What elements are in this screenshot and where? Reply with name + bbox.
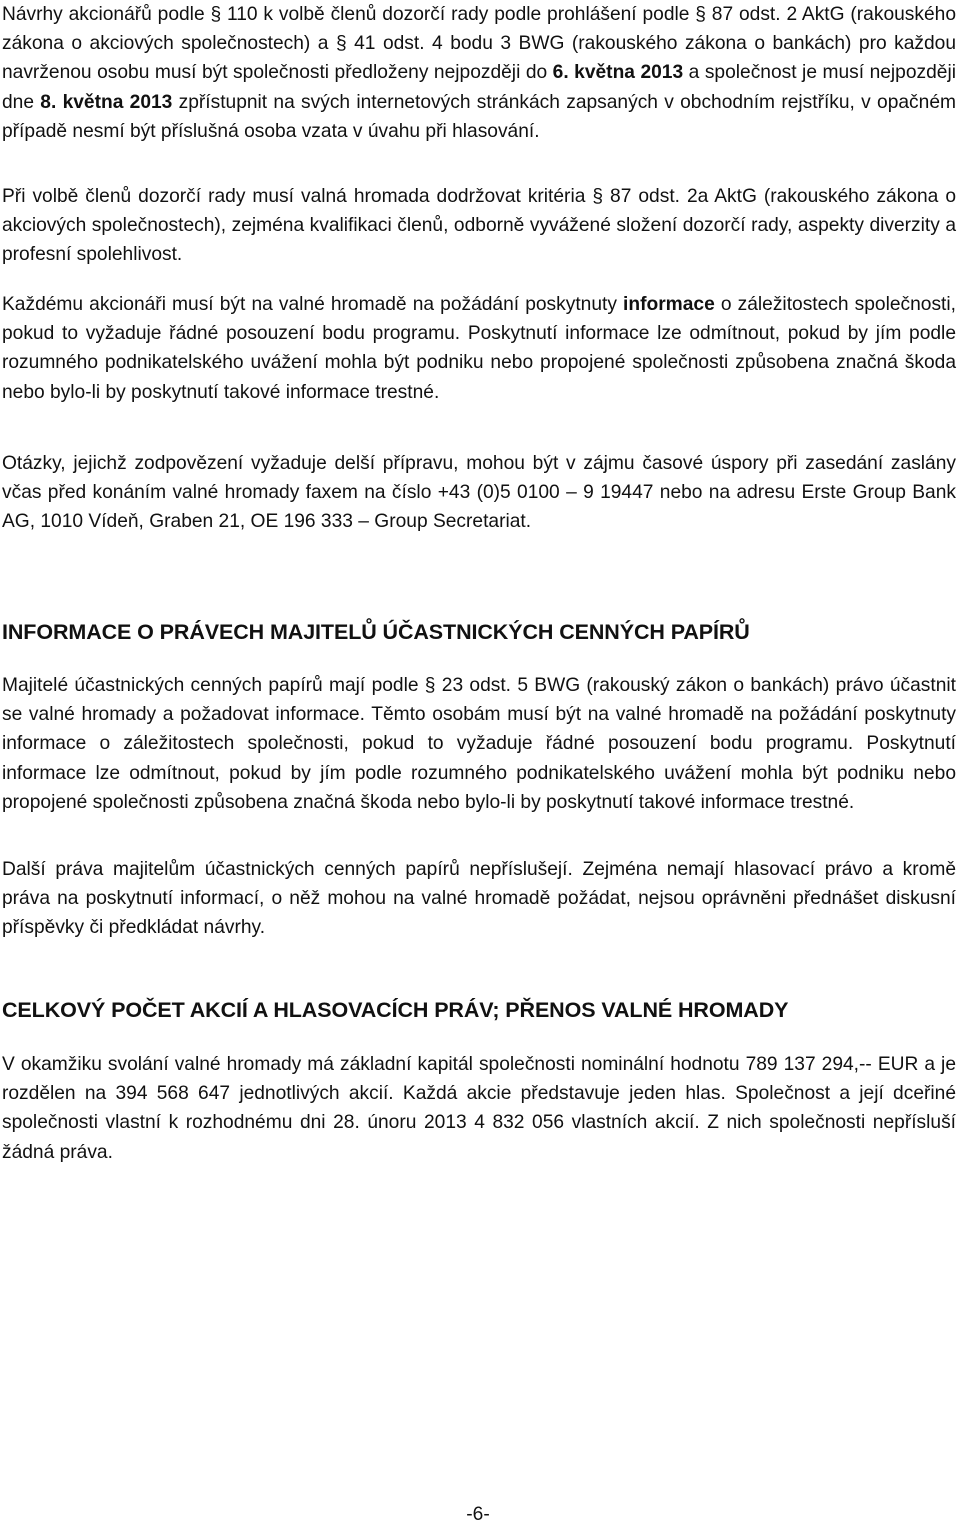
deadline-date: 6. května 2013 (552, 62, 684, 84)
section-heading-shares-votes: CELKOVÝ POČET AKCIÍ A HLASOVACÍCH PRÁV; PŘENOS VALNÉ HROMADY (2, 998, 789, 1022)
paragraph-share-capital (2, 1050, 956, 1167)
paragraph-information-right (2, 290, 956, 407)
paragraph-text: Při volbě členů dozorčí rady musí valná hromada dodržovat kritéria § 87 odst. 2a AktG (rakouského zákona o akciových společnostech), zejména kvalifikaci členů, odborně vyvážené složení dozorčí rady, aspekty diverzity a profesní spolehlivost. (2, 186, 956, 266)
paragraph-text: Majitelé účastnických cenných papírů mají podle § 23 odst. 5 BWG (rakouský zákon o bankách) právo účastnit se valné hromady a požadovat informace. Těmto osobám musí být na valné hromadě na požádání poskytnuty informace o záležitostech společnosti, pokud to vyžaduje řádné posouzení bodu programu. Poskytnutí informace lze odmítnout, pokud by jím podle rozumného podnikatelského uvážení mohla být podniku nebo propojené společnosti způsobena značná škoda nebo bylo-li by poskytnutí takové informace trestné. (2, 675, 956, 813)
paragraph-questions (2, 449, 956, 537)
paragraph-text: Další práva majitelům účastnických cenných papírů nepříslušejí. Zejména nemají hlasovací právo a kromě práva na poskytnutí informací, o něž mohou na valné hromadě požádat, nejsou oprávněni přednášet diskusní příspěvky či předkládat návrhy. (2, 859, 956, 939)
paragraph-text: V okamžiku svolání valné hromady má základní kapitál společnosti nominální hodnotu 789 137 294,-- EUR a je rozdělen na 394 568 647 jednotlivých akcií. Každá akcie představuje jeden hlas. Společnost a její dceřiné společnosti vlastní k rozhodnému dni 28. únoru 2013 4 832 056 vlastních akcií. Z nich společnosti nepřísluší žádná práva. (2, 1054, 956, 1163)
paragraph-election-criteria (2, 182, 956, 270)
paragraph-text: o záležitostech společnosti, pokud to vyžaduje řádné posouzení bodu programu. Poskytnutí informace lze odmítnout, pokud by jím podle rozumného podnikatelského uvážení mohla být podniku nebo propojené společnosti způsobena značná škoda nebo bylo-li by poskytnutí takové informace trestné. (2, 294, 956, 403)
emphasis-informace: informace (623, 294, 715, 315)
paragraph-other-rights (2, 855, 956, 943)
publication-date: 8. května 2013 (40, 91, 173, 113)
paragraph-nominations (2, 0, 956, 146)
paragraph-text: Otázky, jejichž zodpovězení vyžaduje delší přípravu, mohou být v zájmu časové úspory při zasedání zaslány včas před konáním valné hromady faxem na číslo +43 (0)5 0100 – 9 19447 nebo na adresu Erste Group Bank AG, 1010 Vídeň, Graben 21, OE 196 333 – Group Secretariat. (2, 453, 956, 533)
paragraph-text: a společnost je musí nejpozději dne (2, 62, 956, 113)
paragraph-text: Návrhy akcionářů podle § 110 k volbě členů dozorčí rady podle prohlášení podle § 87 odst. 2 AktG (rakouského zákona o akciových společnostech) a § 41 odst. 4 bodu 3 BWG (rakouského zákona o bankách) pro každou navrženou osobu musí být společnosti předloženy nejpozději do (2, 4, 956, 84)
section-heading-securities-holders: INFORMACE O PRÁVECH MAJITELŮ ÚČASTNICKÝCH CENNÝCH PAPÍRŮ (2, 620, 750, 644)
paragraph-text: zpřístupnit na svých internetových stránkách zapsaných v obchodním rejstříku, v opačném případě nesmí být příslušná osoba vzata v úvahu při hlasování. (2, 91, 956, 142)
paragraph-holders-rights (2, 671, 956, 817)
paragraph-text: Každému akcionáři musí být na valné hromadě na požádání poskytnuty (2, 294, 624, 315)
page-number: -6- (466, 1504, 490, 1525)
